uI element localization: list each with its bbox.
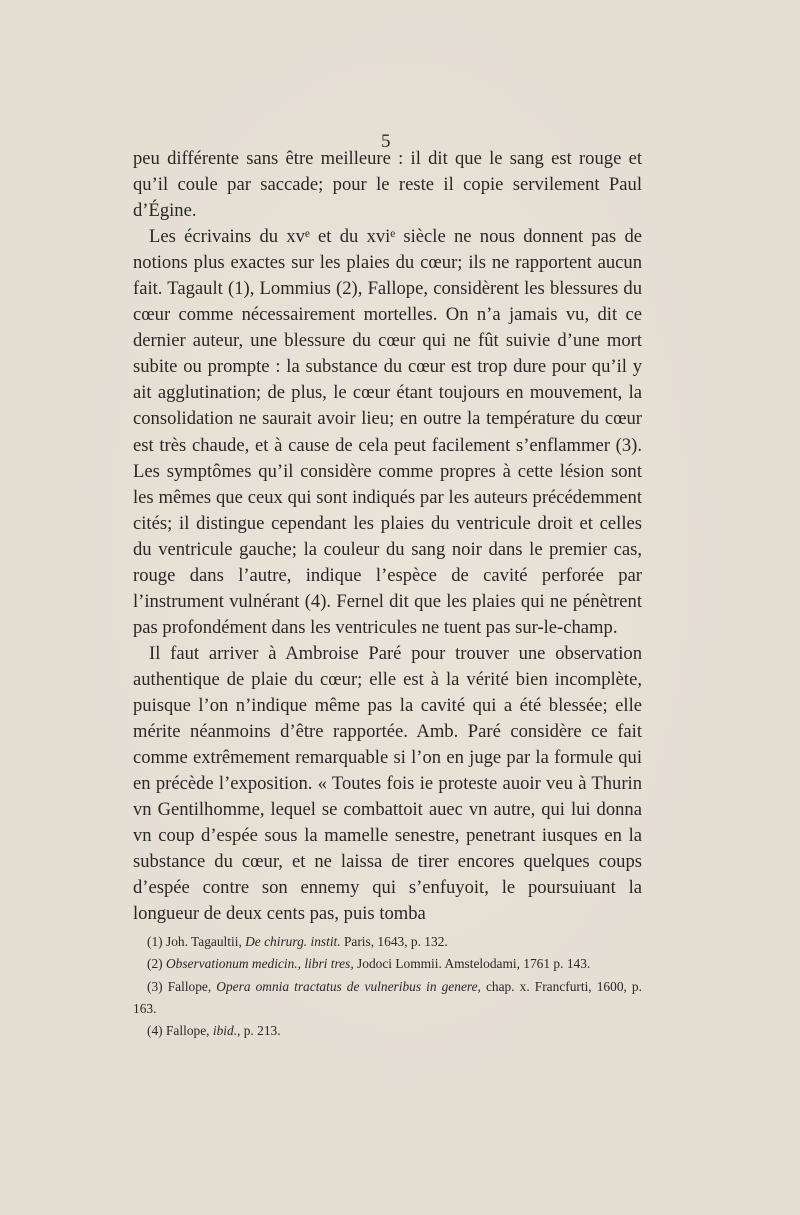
footnote-text: Jodoci Lommii. Amstelodami, 1761 p. 143.	[353, 956, 591, 972]
paragraph: peu différente sans être meilleure : il dit que le sang est rouge et qu’il coule par saccade; pour le reste il copie servilement Paul d’Égine.	[133, 148, 642, 222]
footnotes	[133, 931, 642, 1042]
page-number: 5	[381, 131, 391, 152]
footnote-work-title: ibid.,	[212, 1023, 241, 1039]
footnote-number: (2)	[147, 956, 163, 972]
footnote	[133, 1020, 642, 1042]
paragraph: Les écrivains du xvᵉ et du xviᵉ siècle ne nous donnent pas de notions plus exactes sur les plaies du cœur; ils ne rapportent aucun fait. Tagault (1), Lommius (2), Fallope, considèrent les blessures du cœur comme nécessairement mortelles. On n’a jamais vu, dit ce dernier auteur, une blessure du cœur qui ne fût suivie d’une mort subite ou prompte : la substance du cœur est trop dure pour qu’il y ait agglutination; de plus, le cœur étant toujours en mouvement, la consolidation ne saurait avoir lieu; en outre la température du cœur est très chaude, et à cause de cela peut facilement s’enflammer (3). Les symptômes qu’il considère comme propres à cette lésion sont les mêmes que ceux qui sont indiqués par les auteurs précédemment cités; il distingue cependant les plaies du ventricule droit et celles du ventricule gauche; la couleur du sang noir dans le premier cas, rouge dans l’autre, indique l’espèce de cavité perforée par l’instrument vulnérant (4). Fernel dit que les plaies qui ne pénètrent pas profondément dans les ventricules ne tuent pas sur-le-champ.	[133, 226, 642, 638]
footnote-work-title: Opera omnia tractatus de vulneribus in genere,	[216, 978, 481, 994]
footnote-number: (1)	[147, 934, 163, 949]
footnote-text: Joh. Tagaultii,	[165, 934, 246, 949]
footnote-number: (3)	[147, 978, 163, 994]
footnote-text: Paris, 1643, p. 132.	[340, 934, 448, 949]
paragraph: Il faut arriver à Ambroise Paré pour trouver une observation authentique de plaie du cœur; elle est à la vérité bien incomplète, puisque l’on n’indique même pas la cavité qui a été blessée; elle mérite néanmoins d’être rapportée. Amb. Paré considère ce fait comme extrêmement remarquable si l’on en juge par la formule qui en précède l’exposition. « Toutes fois ie proteste auoir veu à Thurin vn Gentilhomme, lequel se combattoit auec vn autre, qui lui donna vn coup d’espée sous la mamelle senestre, penetrant iusques en la substance du cœur, et ne laissa de tirer encores quelques coups d’espée contre son ennemy qui s’enfuyoit, le poursuiuant la longueur de deux cents pas, puis tomba	[133, 642, 642, 925]
footnote	[133, 976, 642, 1021]
footnote-number: (4)	[147, 1023, 163, 1039]
footnote-text: Fallope,	[167, 978, 217, 994]
footnote-work-title: Observationum medicin., libri tres,	[165, 956, 354, 972]
footnote-text: Fallope,	[165, 1023, 213, 1039]
footnote	[133, 931, 642, 953]
body-text	[133, 146, 642, 927]
footnote-text: p. 213.	[240, 1023, 281, 1039]
footnote-work-title: De chirurg. instit.	[245, 934, 341, 949]
footnote-text: chap. x. Francfurti, 1600, p. 163.	[133, 978, 642, 1016]
footnote	[133, 953, 642, 975]
